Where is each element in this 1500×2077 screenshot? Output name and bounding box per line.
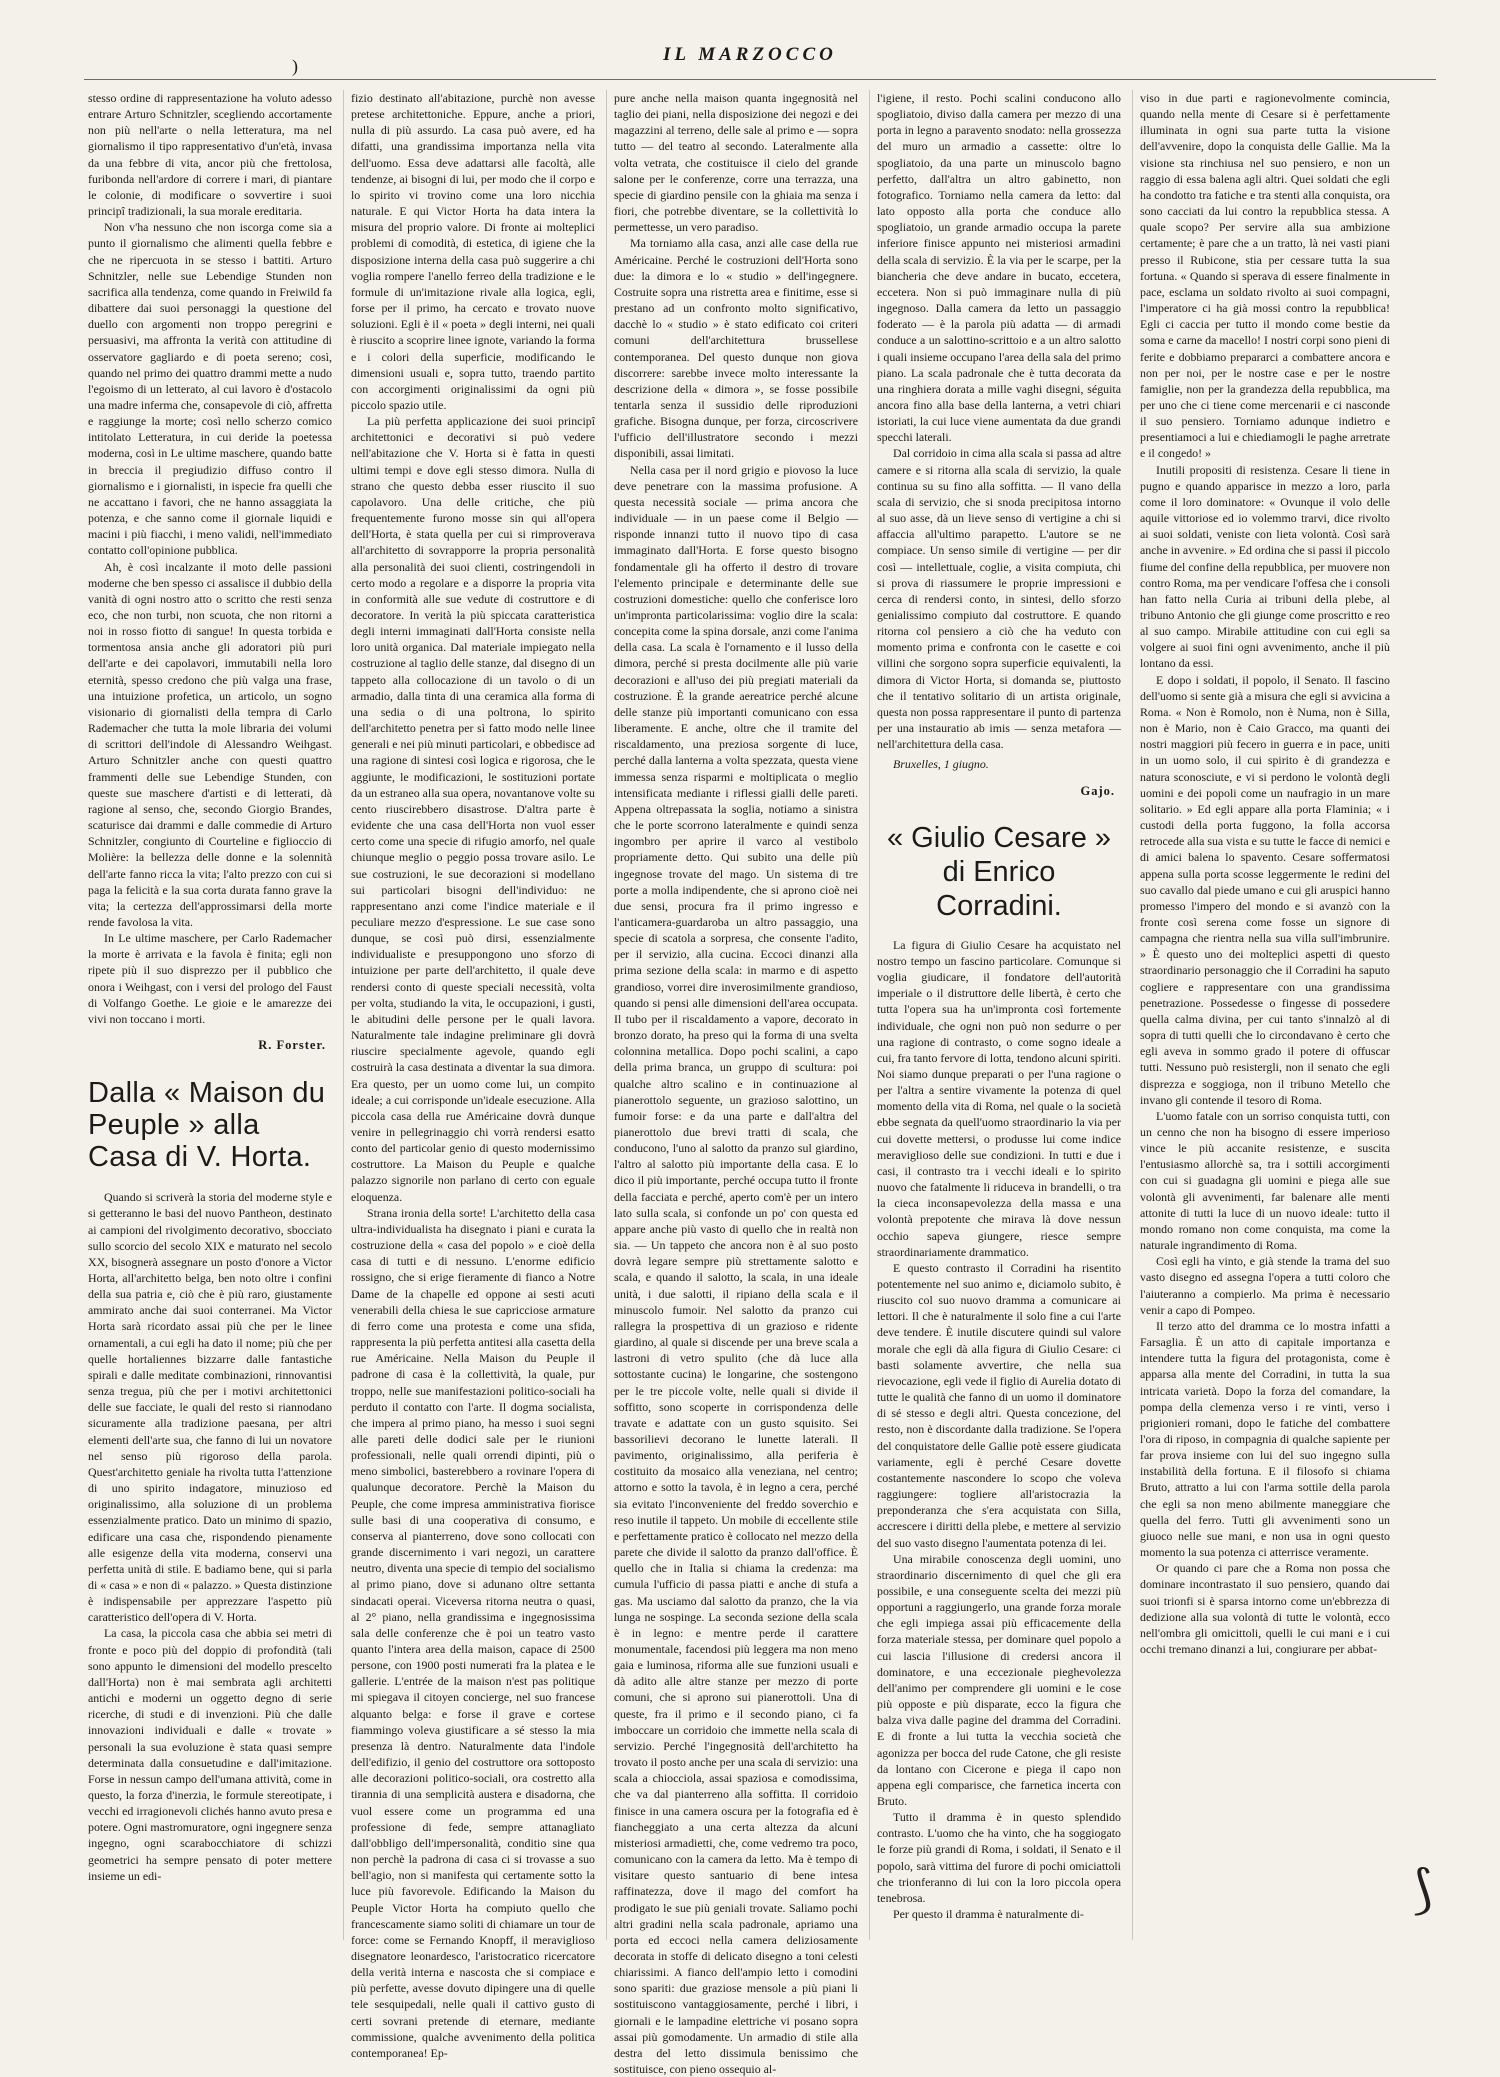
margin-mark: ) — [292, 56, 298, 76]
column-3 — [614, 90, 859, 2077]
paragraph: Quando si scriverà la storia del moderne style e si getteranno le basi del nuovo Pantheon, destinato ai campioni del rivolgimento decorativo, sbocciato sullo scorcio del secolo XIX e maturato nel secolo XX, bisognerà assegnare un posto d'onore a Victor Horta, all'architetto belga, ben noto oltre i confini della sua patria e, ciò che è più raro, giustamente ammirato anche dai suoi conterranei. Ma Victor Horta sarà ricordato assai più che per le linee ornamentali, a cui egli ha dato il nome; più che per quelle hortaliennes bizzarre dalle fantastiche spirali e dalle meditate combinazioni, rinnovantisi senza tregua, più che per i motivi architettonici delle sue facciate, le quali del resto si riannodano sicuramente alla tradizione paesana, per altri elementi dell'arte sua, che fanno di lui un novatore nel senso più rigoroso della parola. Quest'architetto geniale ha rivolta tutta l'attenzione di uno spirito indagatore, minuzioso ed originalissimo, alla soluzione di un problema essenzialmente pratico. Dato un minimo di spazio, edificare una casa che, rispondendo pienamente alle esigenze della vita moderna, conservi una perfetta unità di stile. E badiamo bene, qui si parla di « casa » e non di « palazzo. » Questa distinzione è indispensabile per apprezzare l'aspetto più caratteristico dell'opera di V. Horta. — [88, 1190, 332, 1625]
paragraph: La più perfetta applicazione dei suoi principî architettonici e decorativi si può vedere nell'abitazione che V. Horta si è fatta in questi ultimi tempi e dove egli stesso dimora. Nulla di strano che questo debba esser riuscito il suo capolavoro. Una delle critiche, che più frequentemente furono mosse sin qui all'opera dell'Horta, è stata quella per cui si rimproverava all'architetto di sovrapporre la propria personalità alla personalità dei suoi clienti, costringendoli in certo modo a regolare e a disporre la propria vita in conformità alle sue vedute di costruttore e di decoratore. In verità la più spiccata caratteristica degli interni immaginati dall'Horta consiste nella loro unità organica. Dal materiale impiegato nella costruzione al taglio delle stanze, dal disegno di un tappeto alla collocazione di un tavolo o di un armadio, dalla tinta di una ceramica alla forma di una sedia o di una poltrona, lo spirito dell'architetto penetra per sì fatto modo nelle linee generali e nei più minuti particolari, e obbedisce ad una ragione di sintesi così logica e rigorosa, che le aggiunte, le modificazioni, le sostituzioni portate da un estraneo alla sua opera, novantanove volte su cento riuscirebbero disastrose. D'altra parte è evidente che una casa dell'Horta non vuol esser certo come una specie di rifugio amorfo, nel quale chiunque meglio o peggio possa trovare asilo. Le sue costruzioni, le sue decorazioni si modellano sui particolari bisogni dell'individuo: ne rappresentano anzi come l'indice materiale e il peculiare mezzo d'espressione. Le sue case sono dunque, se così può dirsi, essenzialmente individualiste e presuppongono uno sforzo di intuizione per parte dell'architetto, il quale deve rendersi conto di queste speciali necessità, volta per volta, studiando la vita, le occupazioni, i gusti, le abitudini delle persone per le quali lavora. Naturalmente tale indagine preliminare gli dovrà riuscire specialmente agevole, quando egli costruirà la casa destinata a diventar la sua dimora. Era questo, per un uomo come lui, un compito ideale; a cui corrisponde un'ideale esecuzione. Alla piccola casa della rue Américaine dovrà dunque venire in pellegrinaggio chi vorrà rendersi esatto conto del particolar genio di questo modernissimo costruttore. La Maison du Peuple e qualche palazzo signorile non parlano di certo con eguale eloquenza. — [351, 414, 596, 1204]
paragraph: l'igiene, il resto. Pochi scalini conducono allo spogliatoio, diviso dalla camera per mezzo di una porta in legno a paravento snodato: nella grossezza del muro un armadio a cassette: oltre lo spogliatoio, da una parte un minuscolo bagno perfetto, dall'altra un altro gabinetto, non fotografico. Torniamo nella camera da letto: dal lato opposto alla porta che conduce allo spogliatoio, un grande armadio occupa la parete inferiore finisce appunto nei misteriosi armadini della scala di servizio. È la via per le scarpe, per la biancheria che deve andare in bucato, eccetera, eccetera. Non si può immaginare nulla di più ingegnoso. Dalla camera da letto un passaggio foderato — è la parola più adatta — di armadi conduce a un salottino-scrittoio e a un altro salotto i quali insieme occupano l'area della sala del primo piano. La scala padronale che è tutta decorata da una ringhiera dorata a mille vaghi disegni, séguita ancora fino alla base della lanterna, a vetri chiari istoriati, la cui luce viene aumentata da due grandi specchi laterali. — [877, 91, 1121, 445]
paragraph: E dopo i soldati, il popolo, il Senato. Il fascino dell'uomo si sente già a misura che egli si avvicina a Roma. « Non è Romolo, non è Numa, non è Silla, non è Mario, non è Caio Gracco, ma quanti dei nostri maggiori più fecero in guerra e in pace, uniti in un uomo solo, il cui spirito è di grandezza e natura sconosciute, e vi si perdono le volontà degli uomini e dei popoli come un naufragio in un mare solitario. » Ed egli appare alla porta Flaminia; « i custodi della porta fuggono, la folla accorsa retrocede alla sua vista e su tutte le facce di nemici e di amici balena lo spavento. Cesare soffermatosi appena sulla porta scosse leggermente le redini del suo cavallo dal piede umano e cui gli aruspici hanno promesso l'impero del mondo e si avanzò con la fronte così serena come fosse un signore di campagna che rientra nella sua villa sull'imbrunire. » È questo uno dei molteplici aspetti di questo straordinario personaggio che il Corradini ha saputo cogliere e rappresentare con una grandissima penetrazione. Possedesse o fingesse di possedere quella calma divina, per cui tanto s'innalzò al di sopra di tutti quelli che lo circondavano è certo che egli aveva in sommo grado il potere di offuscar tutti. Nessuno può resistergli, non il senato che egli disprezza e soggioga, non il tribuno Metello che invano gli contende il tesoro di Roma. — [1140, 672, 1390, 1107]
paragraph: Dal corridoio in cima alla scala si passa ad altre camere e si ritorna alla scala di servizio, la quale continua su su fino alla soffitta. — Il vano della scala di servizio, che si snoda precipitosa intorno al suo asse, dà un lieve senso di vertigine a chi si affaccia all'ultimo parapetto. L'autore se ne compiace. Un senso simile di vertigine — per dir così — intellettuale, coglie, a visita compiuta, chi si prova di riassumere le proprie impressioni e cerca di rendersi conto, in sintesi, dello sforzo genialissimo compiuto dal costruttore. E quando ritorna col pensiero a ciò che ha veduto con momento prima e confronta con le casette e coi villini che sorgono sopra superficie equivalenti, la dimora di Victor Horta, si domanda se, piuttosto che il tentativo solitario di un artista originale, questa non possa rappresentare il punto di partenza per una instauratio ab imis — senza metafora — nell'architettura della casa. — [877, 446, 1121, 752]
paragraph: Nella casa per il nord grigio e piovoso la luce deve penetrare con la massima profusione. A questa necessità sociale — prima ancora che individuale — in un paese come il Belgio — risponde innanzi tutto il nuovo tipo di casa immaginato dall'Horta. E forse questo bisogno fondamentale gli ha offerto il destro di trovare l'elemento principale e determinante delle sue costruzioni domestiche: quello che conferisce loro un'impronta particolarissima: voglio dire la scala: concepita come la spina dorsale, anzi come l'anima della casa. La scala è l'ornamento e il lusso della dimora, perché si presta docilmente alle più varie decorazioni e all'uso dei più pregiati materiali da costruzione. È la grande aereatrice perché alcune delle stanze più importanti comunicano con essa liberamente. E anche, oltre che il tramite del riscaldamento, una preziosa sorgente di luce, perché dalla lanterna a volta spezzata, questa viene immessa senza risparmi e moltiplicata o meglio intensificata mediante i riflessi gialli delle pareti. Appena oltrepassata la soglia, notiamo a sinistra che le porte scorrono lateralmente e quindi senza ingombro per aprire il varco al vestibolo propriamente detto. Qui subito una delle più ingegnose trovate del mago. Un sistema di tre porte a molla indipendente, che si aprono cioè nei due sensi, procura fra il primo ingresso e l'anticamera-guardaroba un altro passaggio, una specie di scatola a sorpresa, che consente l'adito, per il servizio, alla cucina. Eccoci dinanzi alla prima sezione della scala: in marmo e di aspetto grandioso, vorrei dire inverosimilmente grandioso, quando si pensi alle dimensioni dell'area occupata. Il tubo per il riscaldamento a vapore, decorato in bronzo dorato, ha preso qui la forma di una svelta colonnina metallica. Dopo pochi scalini, a capo della prima branca, un gruppo di scultura: poi qualche altro scalino e in continuazione al pianerottolo seguente, un grazioso salottino, un fumoir forse: e da una parte e dall'altra del pianerottolo due brevi tratti di scala, che conducono, l'uno al salotto da pranzo sul giardino, l'altro al salotto più importante della casa. E lo dico il più importante, perché occupa tutto il fronte della facciata e perché, aperto com'è per un intero lato sulla scala, si confonde un po' con questa ed appare anche più vasto di quello che in realtà non sia. — Un tappeto che ancora non è al suo posto dovrà legare sempre più strettamente salotto e scala, e quando il salotto, la scala, in una ideale unità, i due salotti, il ripiano della scala e il minuscolo fumoir. Nel salotto da pranzo cui rallegra la prospettiva di un grazioso e ridente giardino, al quale si discende per una breve scala a lastroni di vetro spulito (che dà luce alla sottostante cucina) le longarine, che sostengono per le tre piccole volte, nelle quali si divide il soffitto, sono scoperte in corrispondenza delle travate e adattate con un gusto squisito. Sei bassorilievi decorano le lunette laterali. Il pavimento, originalissimo, alla periferia è costituito da mosaico alla veneziana, nel centro; attorno e sotto la tavola, è in legno a cera, perché sia evitato l'inconveniente del freddo soverchio e reso inutile il tappeto. Un mobile di eccellente stile e perfettamente pratico è collocato nel mezzo della parete che divide il salotto da pranzo dall'office. È quello che in Italia si chiama la credenza: ma cumula l'ufficio di passa piatti e anche di stufa a gas. Ma usciamo dal salotto da pranzo, che la via lunga ne sospinge. La seconda sezione della scala è in legno: e mentre perde il carattere monumentale, facendosi più leggera ma non meno gaia e luminosa, riforma alle sue funzioni usuali e dà adito alle altre stanze per mezzo di porte comuni, che si aprono sui pianerottoli. Una di queste, fra il primo e il secondo piano, ci fa imboccare un corridoio che immette nella scala di servizio. Perché l'ingegnosità dell'architetto ha trovato il posto anche per una scala di servizio: una scala a chiocciola, assai spaziosa e comodissima, che va dal pianterreno alla soffitta. Il corridoio finisce in una camera oscura per la fotografia ed è fiancheggiato a una certa altezza da alcuni misteriosi armadietti, che, come vedremo tra poco, comunicano con la camera da letto. Ma è tempo di visitare questo santuario di bene intesa raffinatezza, dove il mago del comfort ha prodigato le sue più geniali trovate. Saliamo pochi altri gradini nella scala padronale, apriamo una porta ed eccoci nella camera deliziosamente decorata in stoffe di delicato disegno a toni celesti chiarissimi. A fianco dell'ampio letto i comodini sono spariti: due graziose mensole a più piani li sostituiscono vantaggiosamente, perché i libri, i giornali e le lampadine elettriche vi posano sopra assai più gomodamente. Un armadio di stile alla destra del letto dissimula benissimo che sostituisce, con pieno ossequio al- — [614, 462, 859, 2077]
paragraph: Non v'ha nessuno che non iscorga come sia a punto il giornalismo che alimenti quella febbre e che ne ripercuota in se stesso i battiti. Arturo Schnitzler, nelle sue Lebendige Stunden non sacrifica alla tendenza, come quando in Freiwild fa dibattere dai suoi personaggi la questione del duello con argomenti non troppo peregrini e persuasivi, ma affronta la verità con attitudine di osservatore gagliardo e di poeta sereno; così, quando nel primo dei quattro drammi mette a nudo l'egoismo di un letterato, al cui lavoro è d'ostacolo una madre inferma che, consapevole di ciò, affretta e raggiunge la morte; così nello scherzo comico intitolato Letteratura, in cui deride la poetessa moderna, così in Le ultime maschere, quando batte in breccia il pregiudizio diffuso contro il giornalismo e i giornalisti, in ispecie fra quelli che ne accattano i favori, che ne hanno assaggiata la potenza, e che sanno come il giornale liquidi e macini i più fiacchi, i meno validi, nell'immediato contatto coll'opinione pubblica. — [88, 220, 332, 558]
paragraph: fizio destinato all'abitazione, purchè non avesse pretese architettoniche. Eppure, anche a priori, nulla di più assurdo. La casa può avere, ed ha difatti, una grandissima importanza nella vita dell'uomo. Essa deve adattarsi alle facoltà, alle tendenze, ai bisogni di lui, per modo che il corpo e lo spirito vi trovino come una loro nicchia naturale. E qui Victor Horta ha data intera la misura del proprio valore. Di fronte ai molteplici problemi di comodità, di estetica, di igiene che la disposizione interna della casa può suggerire a chi voglia rompere l'anello ferreo della tradizione e le formule di un'imitazione rivale alla logica, egli, forse per il primo, ha cercato e trovato nuove soluzioni. Egli è il « poeta » degli interni, nei quali è riuscito a scoprire linee ignote, variando la forma e i colori della superficie, modificando le dimensioni usuali e, sopra tutto, traendo partito con accorgimenti originalissimi da ogni più piccolo spazio utile. — [351, 91, 595, 412]
paragraph: In Le ultime maschere, per Carlo Rademacher la morte è arrivata e la favola è finita; egli non ripete più il suo disprezzo per il pubblico che onora i Weihgast, con i versi del prologo del Faust di Volfango Goethe. Le gioie e le amarezze dei vivi non toccano i morti. — [88, 931, 332, 1026]
masthead: IL MARZOCCO — [663, 44, 837, 65]
paragraph: Ma torniamo alla casa, anzi alle case della rue Américaine. Perché le costruzioni dell'Horta sono due: la dimora e lo « studio » dell'ingegnere. Costruite sopra una ristretta area e finitime, esse si prestano ad un confronto molto significativo, dacchè lo « studio » è stato edificato coi criteri comuni dell'architettura brussellese contemporanea. Del questo dunque non giova discorrere: sarebbe invece molto interessante la descrizione della « dimora », se fosse possibile tentarla senza il sussidio delle riproduzioni grafiche. Bisogna dunque, per forza, circoscrivere l'ufficio dell'illustratore secondo i mezzi disponibili, assai limitati. — [614, 236, 858, 461]
heading-line: di Enrico Corradini. — [936, 855, 1062, 922]
paragraph: Una mirabile conoscenza degli uomini, uno straordinario discernimento di quel che gli era possibile, e una conseguente scelta dei mezzi più opportuni a raggiungerlo, una grande forza morale che egli impiega assai più efficacemente della forza materiale stessa, per dominare quel popolo a cui lascia l'illusione di credersi ancora il dominatore, e una eccezionale pieghevolezza dell'animo per comprendere gli uomini e le cose più opposte e più disparate, ecco la figura che balza viva dalle pagine del dramma del Corradini. E di fronte a lui tutta la vecchia società che agonizza per bocca del rude Catone, che gli resiste da lontano con Cicerone e piega il capo non appena egli comparisce, che farnetica incerta con Bruto. — [877, 1551, 1121, 1808]
paragraph: stesso ordine di rappresentazione ha voluto adesso entrare Arturo Schnitzler, scegliendo accortamente non più nell'arte o nella letteratura, ma nel giornalismo il tipo rappresentativo d'un'età, invasa da una febbre di vita, ancor più che frettolosa, furibonda nell'ardore di correre i mari, di piantare le colonie, di modificare o sovvertire i suoi principî tradizionali, la sua morale ereditaria. — [88, 91, 332, 219]
article-heading: Dalla « Maison du Peuple » alla Casa di V. Horta. — [88, 1077, 326, 1174]
page-mark-icon: ⟆ — [1412, 1862, 1433, 1919]
column-divider — [343, 90, 344, 1940]
author-signature: R. Forster. — [258, 1038, 326, 1053]
author-signature: Gajo. — [1080, 783, 1115, 798]
column-1 — [88, 90, 332, 1950]
heading-line: « Giulio Cesare » — [886, 821, 1112, 854]
header-rule — [84, 79, 1436, 80]
paragraph: Il terzo atto del dramma ce lo mostra infatti a Farsaglia. È un atto di capitale importanza e intendere tutta la figura del protagonista, come è apparsa alla mente del Corradini, in tutta la sua intricata varietà. Dopo la forza del comandare, la pompa della clemenza verso i re vinti, verso i prigionieri romani, dopo le fatiche del combattere l'ora di riposo, in compagnia di qualche sapiente per far prova insieme con lui del suo ingegno sulla instabilità della fortuna. E il filosofo si chiama Bruto, attratto a lui con l'arma sottile della parola che egli sa non meno abilmente maneggiare che quella del ferro. Tutti gli avvenimenti sono un giuoco nelle sue mani, e non usa in ogni questo momento la sua potenza ci atterrisce veramente. — [1140, 1318, 1390, 1560]
column-divider — [869, 90, 870, 1940]
column-divider — [1132, 90, 1133, 1940]
paragraph: La casa, la piccola casa che abbia sei metri di fronte e poco più del doppio di profondità (tali sono appunto le dimensioni del modello prescelto dall'Horta) non è mai sembrata agli architetti antichi e moderni un oggetto degno di serie ricerche, di studi e di invenzioni. Più che dalle innovazioni individuali e dalle « trovate » personali la sua evoluzione è stata quasi sempre determinata dalla consuetudine e dall'imitazione. Forse in nessun campo dell'umana attività, come in questo, la forza d'inerzia, le formule stereotipate, i vecchi ed irragionevoli clichés hanno avuto presa e potere. Ogni mastromuratore, ogni ingegnere senza ingegno, ogni scarabocchiatore di schizzi geometrici ha sempre pensato di poter mettere insieme un edi- — [88, 1626, 333, 1883]
paragraph: Ah, è così incalzante il moto delle passioni moderne che ben spesso ci assalisce il dubbio della vanità di ogni nostro atto o scritto che resti senza eco, che non turbi, non scuota, che non ritorni a noi in rosso fiotto di sangue! In questa torbida e tormentosa ansia anche gli adoratori più puri dell'arte e dei capolavori, immutabili nella loro eternità, spesso credono che più valga una frase, una intuizione profetica, un articolo, un sogno visionario di giornalisti della tempra di Carlo Rademacher che tutta la mole libraria dei volumi di scrittori dell'indole di Alessandro Weihgast. Arturo Schnitzler anche con questi quattro frammenti delle sue Lebendige Stunden, con queste sue maschere d'artisti e di letterati, dà ragione al senso, che, secondo Giorgio Brandes, scaturisce dai drammi e dalle commedie di Arturo Schnitzler, congiunto di Courteline e figlioccio di Molière: la bellezza delle donne e la solennità dell'arte fanno ricca la vita; l'alto prezzo con cui si paga la felicità e la sua corta durata fanno grave la vita; la certezza dell'approssimarsi della morte rende favolosa la vita. — [88, 559, 332, 929]
paragraph: Per questo il dramma è naturalmente di- — [893, 1907, 1084, 1922]
paragraph: Così egli ha vinto, e già stende la trama del suo vasto disegno ed assegna l'opera a tutti coloro che l'aiuteranno a compierlo. Ma prima è necessario venir a capo di Pompeo. — [1140, 1254, 1390, 1317]
paragraph: La figura di Giulio Cesare ha acquistato nel nostro tempo un fascino particolare. Comunque si voglia giudicare, il fondatore dell'autorità imperiale o il distruttore delle libertà, è certo che tutta l'opera sua ha un'impronta così fortemente individuale, che ogni non può non sedurre o per una ragione di contrasto, o come sogno ideale a cui, fra tanto fervore di lotta, tendono alcuni spiriti. Noi siamo dunque preparati o per l'una ragione o per l'altra a sentire vivamente la potenza di quel momento della vita di Roma, nel quale o la società ebbe segnata da quell'uomo straordinario la via per cui dovette mettersi, o produsse lui come indice meraviglioso delle sue condizioni. In tutti e due i casi, il contrasto tra i vecchi ideali e lo spirito nuovo che fatalmente li riduceva in brandelli, o tra la cieca inconsapevolezza della massa e una volontà prepotente che mirava là dove nessun occhio sapeva giungere, riesce sempre straordinariamente drammatico. — [877, 937, 1122, 1259]
dateline: Bruxelles, 1 giugno. — [893, 757, 989, 772]
paragraph: Or quando ci pare che a Roma non possa che dominare incontrastato il suo pensiero, quando dai suoi trionfi si è sparsa intorno come un'ebbrezza di dedizione alla sua volontà di tutte le volontà, ecco nell'ombra gli omicittoli, quelli le cui mani e i cui occhi tremano dinanzi a lui, congiurare per abbat- — [1140, 1561, 1390, 1656]
paragraph: Tutto il dramma è in questo splendido contrasto. L'uomo che ha vinto, che ha soggiogato le forze più grandi di Roma, i soldati, il Senato e il popolo, sarà vittima del furore di pochi omiciattoli che trionferanno di lui con la loro piccola opera tenebrosa. — [877, 1810, 1121, 1905]
paragraph: L'uomo fatale con un sorriso conquista tutti, con un cenno che non ha bisogno di essere imperioso vince le più accanite resistenze, e suscita l'entusiasmo allorchè sa, tra i sottili accorgimenti con cui si guadagna gli uomini e piega alle sue volontà gli avvenimenti, far balenare alle menti attonite di tutti la luce di un nuovo ideale: tutto il mondo romano non come conquista, ma come la naturale ingrandimento di Roma. — [1140, 1108, 1390, 1253]
paragraph: Strana ironia della sorte! L'architetto della casa ultra-individualista ha disegnato i piani e curata la costruzione della « casa del popolo » e cioè della casa di tutti e di nessuno. L'enorme edificio rossigno, che si erige fieramente di fianco a Notre Dame de la chapelle ed oppone ai sesti acuti venerabili della chiesa le sue capricciose armature di ferro come una protesta e come una sfida, rappresenta la più perfetta antitesi alla casetta della rue Américaine. Nella Maison du Peuple il padrone di casa è la collettività, la quale, pur troppo, nelle sue manifestazioni politico-sociali ha perduto il contatto con l'arte. Il dogma socialista, che impera al primo piano, ha messo i suoi segni alle pareti delle dodici sale per le riunioni professionali, nelle quali orrendi dipinti, più o meno simbolici, basterebbero a rovinare l'opera di qualunque decoratore. Perchè la Maison du Peuple, che come impresa amministrativa fiorisce sulle basi di una cooperativa di consumo, e conserva al pianterreno, dove sono collocati con grande discernimento i vari negozi, un carattere neutro, diventa una specie di tempio del socialismo al primo piano, dove si adunano oltre settanta sindacati operai. Viceversa ritorna neutra o quasi, al 2° piano, nella grandissima e ingegnosissima sala delle conferenze che è poi un teatro vasto quanto l'intera area della maison, capace di 2500 persone, con 1900 posti numerati fra la platea e le gallerie. L'entrée de la maison n'est pas politique mi spiegava il citoyen concierge, nel suo francese alquanto belga: e forse il grave e cortese fiammingo voleva giustificare a sé stesso la mia presenza là dentro. Naturalmente data l'indole dell'edifizio, il genio del costruttore ora sottoposto alle decorazioni politico-sociali, ora costretto alla tirannia di una semplicità austera e disadorna, che vuol essere come un programma ed una professione di fede, sempre attanagliato dall'obbligo dell'impersonalità, conditio sine qua non perchè la padrona di casa ci si trovasse a suo bell'agio, non si manifesta qui certamente sotto la luce più favorevole. Edificando la Maison du Peuple Victor Horta ha compiuto quello che francescamente siamo soliti di chiamare un tour de force: come se Fernando Knopff, il meraviglioso disegnatore leonardesco, l'aristocratico ricercatore della verità interna e nascosta che si compiace e più perfette, avesse dovuto dipingere una di quelle tele sesquipedali, nelle quali il cattivo gusto di certi sovrani pretende di eternare, mediante commissione, qualche avvenimento della politica contemporanea! Ep- — [351, 1205, 595, 2060]
paragraph: viso in due parti e ragionevolmente comincia, quando nella mente di Cesare si è perfettamente illuminata in ogni sua parte tutta la visione dell'avvenire, dopo la conquista delle Gallie. Ma la visione sta rinchiusa nel suo pensiero, e non un raggio di essa balena agli altri. Quei soldati che egli ha condotto tra fatiche e tra stenti alla conquista, ora sono cacciati da lui contro la repubblica stessa. A quale scopo? Per servire alla sua ambizione certamente; è pare che a un tratto, là nei vasti piani presso il Rubicone, stia per cessare tutta la sua fortuna. « Quando si sperava di essere finalmente in pace, esclama un soldato rivolto ai suoi compagni, l'imperatore ci ha già mossi contro la repubblica! Egli ci caccia per tutto il mondo come bestie da soma e carne da macello! I nostri corpi sono pieni di ferite e dobbiamo prepararci a combattere ancora e non per noi, per le nostre case e per le nostre famiglie, non per la grandezza della repubblica, ma per uno che ci tiene come mercenarii e ci nasconde il suo pensiero. Torniamo adunque indietro e presentiamoci a lui e chiediamogli le paghe arretrate e il congedo! » — [1140, 91, 1390, 461]
column-2 — [351, 90, 596, 2060]
paragraph: pure anche nella maison quanta ingegnosità nel taglio dei piani, nella disposizione dei negozi e dei magazzini al terreno, delle sale al primo e — sopra tutto — del teatro al secondo. Lateralmente alla volta vetrata, che costituisce il cielo del grande salone per le conferenze, corre una terrazza, una specie di giardino pensile con la ghiaia ma senza i fiori, che potrebbe diventare, se la collettività lo permettesse, un vero paradiso. — [614, 91, 858, 235]
column-divider — [606, 90, 607, 1940]
column-4 — [877, 90, 1121, 1950]
column-5 — [1140, 90, 1390, 1950]
article-heading — [877, 821, 1121, 923]
paragraph: Inutili propositi di resistenza. Cesare li tiene in pugno e quando apparisce in mezzo a loro, parla come il loro dominatore: « Ovunque il volo delle aquile vittoriose ed io volemmo trarvi, dice rivolto ai suoi soldati, veniste con lieta volontà. Così sarà anche in avvenire. » Ed ordina che si passi il piccolo fiume del confine della repubblica, per muovere non contro Roma, ma per vendicare l'offesa che i consoli han fatto nella Curia ai tribuni della plebe, al tribuno Antonio che gli giunge come proscritto e reo al suo campo. Mirabile attitudine con cui egli sa volgere ai suoi fini ogni avvenimento, anche il più lontano da essi. — [1140, 462, 1390, 671]
paragraph: E questo contrasto il Corradini ha risentito potentemente nel suo animo e, diciamolo subito, è riuscito col suo nuovo dramma a comunicare ai lettori. Il che è naturalmente il solo fine a cui l'arte deve tendere. È inutile discutere quindi sul valore morale che egli dà alla figura di Giulio Cesare: ci basti solamente avvertire, che nella sua rievocazione, egli vede il figlio di Aurelia dotato di tutte le qualità che fanno di un uomo il dominatore di sé stesso e degli altri. Questa concezione, del resto, non è discordante dalla tradizione. Se l'opera del conquistatore delle Gallie potè essere giudicata variamente, egli è perché Cesare dovette costantemente nascondere lo scopo che voleva raggiungere: togliere all'aristocrazia la preponderanza che s'era acquistata con Silla, accrescere i diritti della plebe, e mettere al servizio del suo vasto disegno l'aumentata potenza di lei. — [877, 1260, 1121, 1550]
